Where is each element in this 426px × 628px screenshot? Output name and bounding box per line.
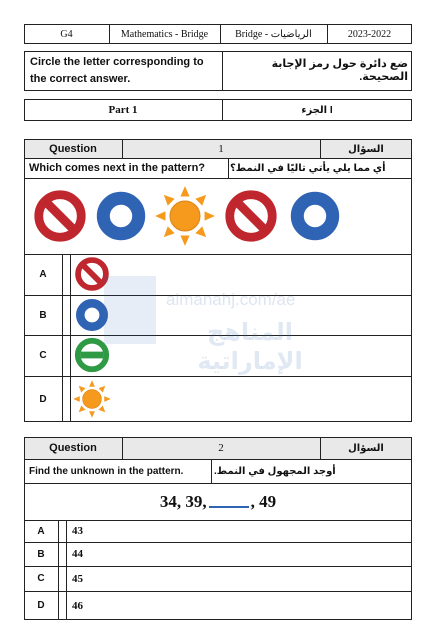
question-2-label-ar: السؤال — [348, 442, 384, 454]
no-symbol-icon — [39, 195, 82, 238]
school-year: 2023-2022 — [347, 28, 392, 40]
subject-en: Mathematics - Bridge — [120, 28, 209, 40]
sequence-end: , 49 — [250, 491, 277, 511]
option-letter[interactable]: D — [37, 600, 45, 611]
question-2-label-en: Question — [49, 442, 97, 454]
question-1-text-ar: أي مما يلي يأتي تاليًا في النمط؟ — [230, 162, 386, 174]
sun-icon — [155, 186, 215, 246]
question-1-number: 1 — [218, 143, 224, 155]
option-letter[interactable]: D — [39, 393, 47, 405]
option-value: 44 — [72, 548, 83, 560]
option-letter[interactable]: C — [39, 350, 47, 361]
pattern-row — [25, 179, 411, 253]
option-value: 43 — [72, 525, 83, 537]
option-d-icon — [72, 379, 112, 419]
option-value: 46 — [72, 599, 83, 612]
option-c-icon — [74, 337, 110, 373]
watermark-arabic: المناهج الإماراتية — [197, 319, 303, 375]
option-letter[interactable]: B — [37, 548, 45, 560]
blank-line — [209, 506, 249, 508]
option-value: 45 — [72, 572, 83, 585]
instructions-ar: ضع دائرة حول رمز الإجابة الصحيحة. — [271, 58, 408, 83]
option-letter[interactable]: C — [37, 573, 45, 584]
grade-label: G4 — [60, 28, 73, 40]
option-letter[interactable]: A — [39, 269, 47, 280]
option-letter[interactable]: A — [37, 525, 45, 537]
question-1-label-ar: السؤال — [348, 143, 384, 155]
question-2-text-ar: أوجد المجهول في النمط. — [214, 465, 336, 477]
no-symbol-icon — [230, 195, 273, 238]
subject-ar: Bridge - الرياضيات — [235, 28, 312, 40]
watermark-url: almanahj.com/ae — [166, 290, 296, 309]
part-title-ar: الجزء I — [301, 104, 333, 116]
option-b-icon — [74, 297, 110, 333]
sequence-start: 34, 39, — [159, 491, 207, 511]
question-1-text-en: Which comes next in the pattern? — [29, 162, 206, 174]
number-sequence — [24, 483, 412, 520]
part-title-en: Part 1 — [108, 104, 138, 116]
question-2-number: 2 — [218, 442, 224, 454]
option-letter[interactable]: B — [39, 309, 47, 321]
question-2-text-en: Find the unknown in the pattern. — [29, 465, 184, 477]
ring-icon — [103, 198, 138, 233]
ring-icon — [297, 198, 332, 233]
instructions-en: Circle the letter corresponding to the correct answer. — [30, 56, 204, 85]
option-a-icon — [74, 256, 110, 292]
question-1-label-en: Question — [49, 143, 97, 155]
